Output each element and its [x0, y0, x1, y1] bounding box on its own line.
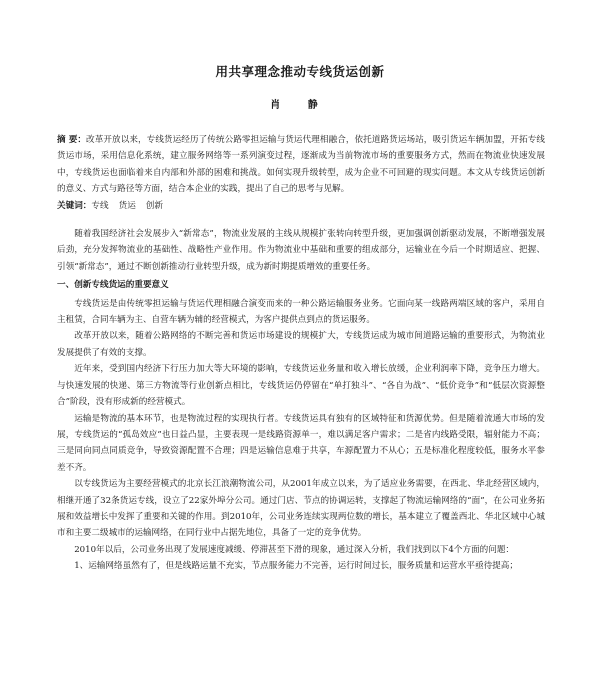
body-paragraph: 2010年以后，公司业务出现了发展速度减缓、停滞甚至下滑的现象，通过深入分析，我们找到以下4个方面的问题：	[74, 544, 515, 555]
section-heading: 一、创新专线货运的重要意义	[57, 280, 169, 291]
intro-paragraph: 随着我国经济社会发展步入“新常态”，物流业发展的主线从规模扩张转向转型升级，更加强调创新驱动发展，不断增强发展后劲，充分发挥物流业的基础性、战略性产业作用。作为物流业中基础和重要的组成部分，运输业在今后一个时期适应、把握、引领“新常态”，通过不断创新推动行业转型升级，成为新时期提质增效的重要任务。	[57, 229, 545, 272]
body-paragraph: 运输是物流的基本环节，也是物流过程的实现执行者。专线货运具有独有的区域特征和货源优势。但是随着流通大市场的发展，专线货运的“孤岛效应”也日益凸显，主要表现一是线路资源单一，难以满足客户需求；二是省内线路受限，辐射能力不高；三是同向同点同质竞争，导致资源配置不合理；四是运输信息难于共享，车源配置力不从心；五是标准化程度较低，服务水平参差不齐。	[57, 413, 545, 473]
keywords-label: 关键词：	[57, 200, 92, 211]
keyword: 创新	[145, 200, 163, 211]
body-paragraph: 近年来，受到国内经济下行压力加大等大环境的影响，专线货运业务量和收入增长放缓，企业利润率下降，竞争压力增大。与快速发展的快递、第三方物流等行业创新点相比，专线货运仍停留在“单打独斗”、“各自为战”、“低价竞争”和“低层次资源整合”阶段，没有形成新的经营模式。	[57, 364, 545, 408]
keywords	[57, 198, 545, 214]
article-title: 用共享理念推动专线货运创新	[215, 64, 385, 79]
keyword: 货运	[118, 200, 136, 211]
body-paragraph: 以专线货运为主要经营模式的北京长江浪潮物流公司，从2001年成立以来，为了适应业务需要，在西北、华北经营区域内，相继开通了32条货运专线，设立了22家外埠分公司。通过门店、节点的协调运转，支撑起了物流运输网络的“面”，在公司业务拓展和效益增长中发挥了重要和关键的作用。到2010年，公司业务连续实现两位数的增长，基本建立了覆盖西北、华北区域中心城市和主要二级城市的运输网络，在同行业中占据先地位，具备了一定的竞争优势。	[57, 479, 545, 539]
abstract-text: 改革开放以来，专线货运经历了传统公路零担运输与货运代理相融合，依托道路货运场站，吸引货运车辆加盟，开拓专线货运市场，采用信息化系统，建立服务网络等一系列演变过程，逐渐成为当前物流市场的重要服务方式，然而在物流业快速发展中，专线货运也面临着来自内部和外部的困难和挑战。如何实现升级转型，成为企业不可回避的现实问题。本文从专线货运创新的意义、方式与路径等方面，结合本企业的实践，提出了自己的思考与见解。	[57, 135, 545, 195]
abstract-label: 摘 要：	[57, 135, 87, 145]
article-body	[57, 132, 545, 575]
article-author: 肖 静	[270, 100, 330, 111]
body-paragraph: 改革开放以来，随着公路网络的不断完善和货运市场建设的规模扩大，专线货运成为城市间道路运输的重要形式，为物流业发展提供了有效的支撑。	[57, 331, 545, 358]
body-paragraph: 专线货运是由传统零担运输与货运代理相融合演变而来的一种公路运输服务业务。它面向某一线路两端区域的客户，采用自主租赁，合同车辆为主、自营车辆为辅的经营模式，为客户提供点到点的货运服务。	[57, 298, 545, 326]
keyword: 专线	[91, 200, 109, 211]
abstract	[57, 132, 545, 198]
body-paragraph: 1、运输网络虽然有了，但是线路运量不充实，节点服务能力不完善，运行时间过长，服务质量和运营水平亟待提高；	[74, 561, 518, 572]
